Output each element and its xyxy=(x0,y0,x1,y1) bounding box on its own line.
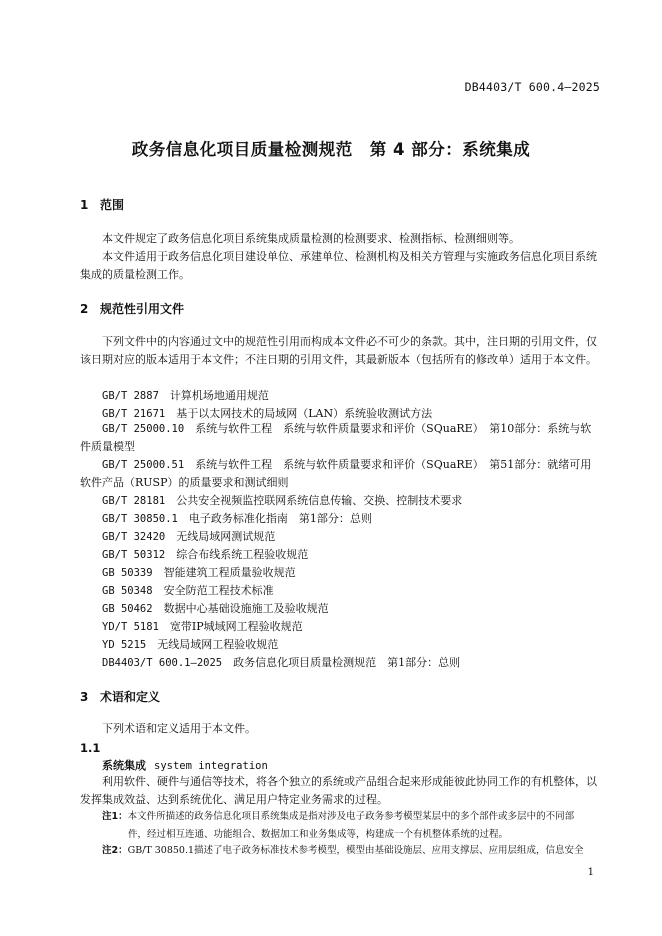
reference-code: GB/T 25000.51 xyxy=(102,459,185,471)
reference-item xyxy=(102,510,372,528)
section-1-paragraph-1 xyxy=(80,230,600,248)
reference-title: 数据中心基础设施施工及验收规范 xyxy=(163,602,329,615)
reference-item xyxy=(80,420,600,456)
paragraph-text: 利用软件、硬件与通信等技术，将各个独立的系统或产品组合起来形成能彼此协同工作的有机整体，以发挥集成效益、达到系统优化、满足用户特定业务需求的过程。 xyxy=(80,775,597,806)
note-label: 注1： xyxy=(102,811,128,822)
section-title: 规范性引用文件 xyxy=(100,302,185,316)
section-number: 2 xyxy=(80,302,89,316)
reference-item xyxy=(102,654,460,672)
note-text-line-1: GB/T 30850.1描述了电子政务标准技术参考模型，模型由基础设施层、应用支撑层、应用层组成，信息安全 xyxy=(127,845,584,856)
section-3-heading xyxy=(80,688,160,705)
reference-title: 政务信息化项目质量检测规范 第1部分：总则 xyxy=(233,656,461,669)
reference-item xyxy=(102,582,274,600)
reference-title: 基于以太网技术的局域网（LAN）系统验收测试方法 xyxy=(176,407,433,420)
reference-code: GB 50339 xyxy=(102,567,153,579)
reference-title: 公共安全视频监控联网系统信息传输、交换、控制技术要求 xyxy=(176,494,463,507)
reference-item xyxy=(102,387,269,405)
reference-code: YD 5215 xyxy=(102,639,147,651)
reference-item xyxy=(102,564,296,582)
section-1-paragraph-2 xyxy=(80,248,600,284)
note-label: 注2： xyxy=(102,845,128,856)
reference-code: GB/T 2887 xyxy=(102,390,159,402)
section-title: 范围 xyxy=(100,198,125,212)
reference-item xyxy=(102,600,329,618)
reference-code: GB/T 50312 xyxy=(102,549,166,561)
reference-code: GB/T 32420 xyxy=(102,531,166,543)
section-number: 3 xyxy=(80,690,89,704)
reference-code: GB/T 21671 xyxy=(102,408,166,420)
reference-item xyxy=(102,546,308,564)
reference-item xyxy=(102,492,462,510)
reference-title: 系统与软件工程 系统与软件质量要求和评价（SQuaRE） 第51部分：就绪可用软件产品（RUSP）的质量要求和测试细则 xyxy=(80,458,592,489)
page-title: 政务信息化项目质量检测规范 第 4 部分：系统集成 xyxy=(131,140,531,159)
paragraph-text: 本文件规定了政务信息化项目系统集成质量检测的检测要求、检测指标、检测细则等。 xyxy=(102,232,520,245)
term-definition xyxy=(80,773,600,809)
reference-title: 综合布线系统工程验收规范 xyxy=(176,548,309,561)
paragraph-text: 下列文件中的内容通过文中的规范性引用而构成本文件必不可少的条款。其中，注日期的引用文件，仅该日期对应的版本适用于本文件；不注日期的引用文件，其最新版本（包括所有的修改单）适用于本文件。 xyxy=(80,335,597,366)
reference-title: 宽带IP城域网工程验收规范 xyxy=(169,620,303,633)
reference-code: DB4403/T 600.1—2025 xyxy=(102,657,223,669)
reference-code: GB/T 25000.10 xyxy=(102,423,185,435)
term-english: system integration xyxy=(154,760,268,772)
note-2 xyxy=(102,842,598,860)
paragraph-text: 本文件适用于政务信息化项目建设单位、承建单位、检测机构及相关方管理与实施政务信息化项目系统集成的质量检测工作。 xyxy=(80,250,597,281)
reference-title: 安全防范工程技术标准 xyxy=(163,584,274,597)
reference-title: 计算机场地通用规范 xyxy=(169,389,269,402)
reference-title: 无线局域网测试规范 xyxy=(176,530,276,543)
page-number: 1 xyxy=(587,867,594,878)
note-text-line-1: 本文件所描述的政务信息化项目系统集成是指对涉及电子政务参考模型某层中的多个部件或多层中的不同部 xyxy=(127,811,575,822)
reference-code: GB/T 30850.1 xyxy=(102,513,178,525)
section-1-heading xyxy=(80,196,124,213)
section-2-intro xyxy=(80,333,600,369)
section-number: 1 xyxy=(80,198,89,212)
reference-item xyxy=(102,618,303,636)
reference-item xyxy=(102,528,275,546)
term-chinese: 系统集成 xyxy=(102,759,146,772)
reference-item xyxy=(80,456,600,492)
reference-title: 电子政务标准化指南 第1部分：总则 xyxy=(188,512,372,525)
reference-title: 智能建筑工程质量验收规范 xyxy=(163,566,296,579)
document-number: DB4403/T 600.4—2025 xyxy=(464,80,600,94)
reference-title: 无线局域网工程验收规范 xyxy=(157,638,279,651)
term-number: 1.1 xyxy=(80,741,101,755)
reference-code: GB/T 28181 xyxy=(102,495,166,507)
reference-code: GB 50348 xyxy=(102,585,153,597)
term-entry xyxy=(102,757,268,773)
section-3-intro xyxy=(80,720,600,738)
note-text-line-2: 件，经过相互连通、功能组合、数据加工和业务集成等，构建成一个有机整体系统的过程。 xyxy=(128,829,509,840)
paragraph-text: 下列术语和定义适用于本文件。 xyxy=(102,722,256,735)
section-title: 术语和定义 xyxy=(100,690,161,704)
reference-item xyxy=(102,636,278,654)
reference-title: 系统与软件工程 系统与软件质量要求和评价（SQuaRE） 第10部分：系统与软件质量模型 xyxy=(80,422,592,453)
reference-code: GB 50462 xyxy=(102,603,153,615)
reference-code: YD/T 5181 xyxy=(102,621,159,633)
note-1 xyxy=(102,808,598,844)
section-2-heading xyxy=(80,300,184,317)
